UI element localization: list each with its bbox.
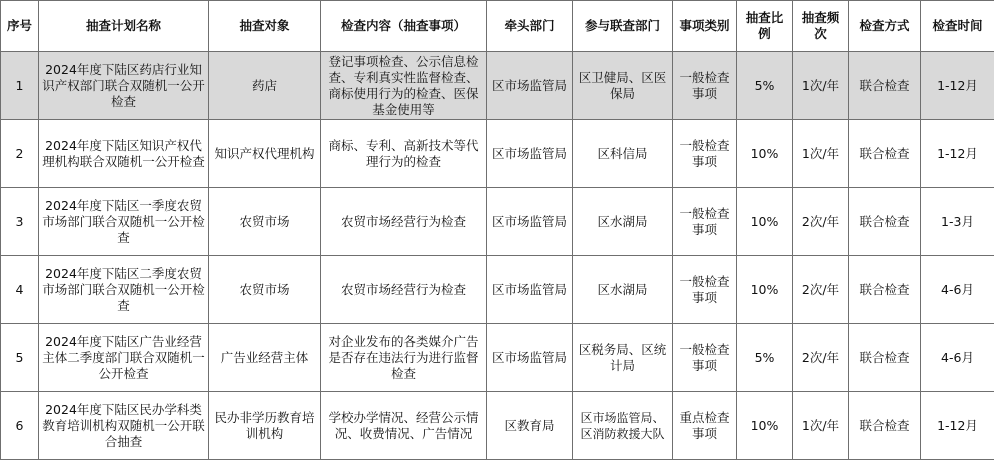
cell-joint-dept: 区卫健局、区医保局 [573,52,673,120]
cell-seq: 1 [1,52,39,120]
cell-target: 广告业经营主体 [209,324,321,392]
cell-item-type: 一般检查事项 [673,188,737,256]
cell-ratio: 10% [737,392,793,460]
table-header [1,1,994,52]
table-row [1,52,994,120]
table-row [1,120,994,188]
cell-ratio: 5% [737,52,793,120]
header-joint-dept: 参与联查部门 [573,1,673,52]
cell-method: 联合检查 [849,120,921,188]
cell-frequency: 2次/年 [793,188,849,256]
cell-lead-dept: 区教育局 [487,392,573,460]
cell-target: 民办非学历教育培训机构 [209,392,321,460]
cell-item-type: 一般检查事项 [673,324,737,392]
cell-time: 1-12月 [921,52,994,120]
cell-seq: 4 [1,256,39,324]
table-row [1,324,994,392]
table-row [1,392,994,460]
cell-method: 联合检查 [849,52,921,120]
cell-joint-dept: 区科信局 [573,120,673,188]
cell-frequency: 1次/年 [793,52,849,120]
cell-content: 学校办学情况、经营公示情况、收费情况、广告情况 [321,392,487,460]
cell-frequency: 1次/年 [793,120,849,188]
cell-target: 农贸市场 [209,256,321,324]
cell-lead-dept: 区市场监管局 [487,120,573,188]
cell-ratio: 10% [737,256,793,324]
cell-joint-dept: 区水湖局 [573,188,673,256]
cell-lead-dept: 区市场监管局 [487,188,573,256]
cell-method: 联合检查 [849,392,921,460]
cell-target: 药店 [209,52,321,120]
cell-method: 联合检查 [849,256,921,324]
cell-ratio: 5% [737,324,793,392]
cell-lead-dept: 区市场监管局 [487,324,573,392]
cell-plan-name: 2024年度下陆区广告业经营主体二季度部门联合双随机一公开检查 [39,324,209,392]
header-target: 抽查对象 [209,1,321,52]
cell-item-type: 一般检查事项 [673,52,737,120]
table-body [1,52,994,460]
cell-joint-dept: 区税务局、区统计局 [573,324,673,392]
cell-frequency: 2次/年 [793,256,849,324]
cell-content: 商标、专利、高新技术等代理行为的检查 [321,120,487,188]
cell-time: 4-6月 [921,256,994,324]
cell-seq: 5 [1,324,39,392]
cell-content: 农贸市场经营行为检查 [321,256,487,324]
cell-time: 4-6月 [921,324,994,392]
cell-ratio: 10% [737,188,793,256]
header-ratio: 抽查比例 [737,1,793,52]
header-frequency: 抽查频次 [793,1,849,52]
cell-content: 登记事项检查、公示信息检查、专利真实性监督检查、商标使用行为的检查、医保基金使用等 [321,52,487,120]
cell-content: 农贸市场经营行为检查 [321,188,487,256]
cell-target: 农贸市场 [209,188,321,256]
cell-time: 1-3月 [921,188,994,256]
header-seq: 序号 [1,1,39,52]
cell-frequency: 1次/年 [793,392,849,460]
cell-seq: 3 [1,188,39,256]
cell-time: 1-12月 [921,392,994,460]
cell-item-type: 一般检查事项 [673,256,737,324]
header-method: 检查方式 [849,1,921,52]
cell-item-type: 一般检查事项 [673,120,737,188]
header-lead-dept: 牵头部门 [487,1,573,52]
header-time: 检查时间 [921,1,994,52]
cell-frequency: 2次/年 [793,324,849,392]
header-content: 检查内容（抽查事项） [321,1,487,52]
cell-ratio: 10% [737,120,793,188]
cell-seq: 2 [1,120,39,188]
cell-plan-name: 2024年度下陆区一季度农贸市场部门联合双随机一公开检查 [39,188,209,256]
cell-content: 对企业发布的各类媒介广告是否存在违法行为进行监督检查 [321,324,487,392]
cell-joint-dept: 区市场监管局、区消防救援大队 [573,392,673,460]
cell-plan-name: 2024年度下陆区民办学科类教育培训机构双随机一公开联合抽查 [39,392,209,460]
cell-lead-dept: 区市场监管局 [487,52,573,120]
table-row [1,256,994,324]
cell-item-type: 重点检查事项 [673,392,737,460]
table-row [1,188,994,256]
cell-method: 联合检查 [849,324,921,392]
cell-plan-name: 2024年度下陆区药店行业知识产权部门联合双随机一公开检查 [39,52,209,120]
header-plan-name: 抽查计划名称 [39,1,209,52]
cell-seq: 6 [1,392,39,460]
cell-method: 联合检查 [849,188,921,256]
cell-target: 知识产权代理机构 [209,120,321,188]
cell-time: 1-12月 [921,120,994,188]
cell-lead-dept: 区市场监管局 [487,256,573,324]
cell-plan-name: 2024年度下陆区知识产权代理机构联合双随机一公开检查 [39,120,209,188]
cell-joint-dept: 区水湖局 [573,256,673,324]
cell-plan-name: 2024年度下陆区二季度农贸市场部门联合双随机一公开检查 [39,256,209,324]
header-item-type: 事项类别 [673,1,737,52]
